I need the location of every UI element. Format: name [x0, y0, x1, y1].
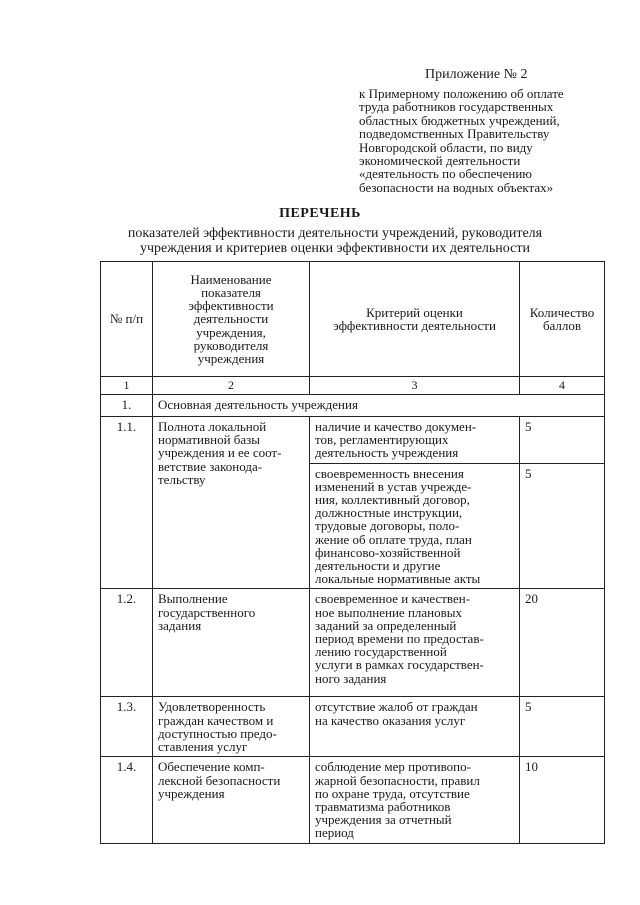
table-row [101, 757, 605, 843]
row-num: 1.1. [101, 417, 153, 589]
indicator-line: доступностью предо- [158, 725, 277, 741]
criterion-line: учреждения за отчетный [315, 812, 452, 828]
criterion-line: финансово-хозяйственной [315, 544, 461, 560]
column-number: 1 [101, 377, 153, 395]
indicator-line: учреждения [158, 785, 225, 801]
indicator-line: нормативной базы [158, 432, 261, 448]
header-name-line: Наименование [190, 271, 272, 287]
row-criterion [310, 757, 520, 843]
annex-line: областных бюджетных учреждений, [359, 112, 560, 128]
criterion-line: трудовые договоры, поло- [315, 518, 460, 534]
indicator-line: ветствие законода- [158, 458, 263, 474]
row-criterion [310, 589, 520, 697]
header-name-line: учреждения [197, 351, 265, 366]
row-num: 1.4. [101, 757, 153, 843]
criterion-line: период времени по предостав- [315, 631, 484, 647]
criterion-line: лению государственной [315, 644, 447, 660]
indicator-line: Удовлетворенность [158, 699, 266, 715]
table-row [101, 697, 605, 757]
indicator-line: Выполнение [158, 591, 228, 607]
indicator-line: тельству [158, 471, 206, 487]
criterion-line: изменений в устав учрежде- [315, 478, 472, 494]
header-name-line: учреждения, [196, 324, 266, 340]
criterion-line: отсутствие жалоб от граждан [315, 699, 478, 715]
criterion-line: ния, коллективный договор, [315, 492, 470, 508]
criterion-line: должностные инструкции, [315, 505, 463, 521]
indicator-line: ставления услуг [158, 739, 248, 755]
criterion-line: тов, регламентирующих [315, 432, 449, 448]
annex-line: к Примерному положению об оплате [359, 86, 564, 101]
header-criterion-line: эффективности деятельности [333, 318, 496, 333]
subtitle-line: показателей эффективности деятельности учреждений, руководителя [127, 226, 543, 241]
row-indicator [153, 757, 310, 843]
row-indicator [153, 697, 310, 757]
header-name [153, 262, 310, 377]
header-name-line: показателя [201, 284, 261, 300]
header-criterion [310, 262, 520, 377]
row-criterion [310, 697, 520, 757]
criterion-line: локальные нормативные акты [315, 571, 481, 587]
indicator-line: государственного [158, 604, 256, 620]
criterion-line: заданий за определенный [315, 617, 457, 633]
annex-line: экономической деятельности [359, 153, 521, 169]
table-row [101, 417, 605, 464]
header-points-line: Количество [529, 304, 595, 320]
indicator-line: Полнота локальной [158, 419, 267, 434]
row-points: 20 [520, 589, 605, 697]
criterion-line: своевременность внесения [315, 465, 464, 481]
row-indicator [153, 589, 310, 697]
annex-line: Новгородской области, по виду [359, 139, 533, 155]
header-points-line: баллов [542, 318, 582, 333]
row-num: 1.2. [101, 589, 153, 697]
annex-line: подведомственных Правительству [359, 126, 550, 142]
row-points: 5 [520, 697, 605, 757]
criterion-line: ного задания [315, 670, 387, 686]
header-name-line: руководителя [193, 337, 269, 353]
criterion-line: по охране труда, отсутствие [315, 785, 470, 801]
criterion-line: наличие и качество докумен- [315, 419, 477, 434]
annex-line: «деятельность по обеспечению [359, 166, 532, 182]
document-title: ПЕРЕЧЕНЬ [279, 206, 361, 221]
criterion-line: соблюдение мер противопо- [315, 759, 471, 775]
row-indicator [153, 417, 310, 589]
criterion-line: услуги в рамках государствен- [315, 657, 484, 673]
header-name-line: деятельности [193, 311, 269, 327]
row-criterion [310, 463, 520, 589]
column-number: 3 [310, 377, 520, 395]
criterion-line: травматизма работников [315, 799, 451, 815]
criterion-line: период [315, 825, 354, 841]
row-points: 5 [520, 463, 605, 589]
row-points: 10 [520, 757, 605, 843]
indicator-line: граждан качеством и [158, 712, 274, 728]
indicator-line: лексной безопасности [158, 772, 281, 788]
annex-line: безопасности на водных объектах» [359, 179, 554, 195]
indicator-line: задания [158, 617, 202, 633]
column-number: 4 [520, 377, 605, 395]
criterion-line: на качество оказания услуг [315, 712, 466, 728]
indicator-line: Обеспечение комп- [158, 759, 265, 775]
section-num: 1. [101, 395, 153, 417]
criterion-line: деятельность учреждения [315, 445, 459, 461]
criterion-line: ное выполнение плановых [315, 604, 462, 620]
criterion-line: своевременное и качествен- [315, 591, 471, 607]
row-points: 5 [520, 417, 605, 464]
subtitle-line: учреждения и критериев оценки эффективности их деятельности [140, 241, 530, 256]
row-criterion [310, 417, 520, 464]
section-title: Основная деятельность учреждения [153, 395, 605, 417]
header-points [520, 262, 605, 377]
annex-line: труда работников государственных [359, 99, 554, 115]
document-subtitle [95, 226, 575, 256]
criterion-line: деятельности и другие [315, 558, 441, 574]
section-row [101, 395, 605, 417]
column-number: 2 [153, 377, 310, 395]
column-number-row [101, 377, 605, 395]
criterion-line: жение об оплате труда, план [315, 531, 472, 547]
annex-description [359, 87, 599, 194]
table-header-row [101, 262, 605, 377]
header-name-line: эффективности [188, 298, 274, 314]
indicator-line: учреждения и ее соот- [158, 445, 282, 461]
criterion-line: жарной безопасности, правил [315, 772, 480, 788]
header-num: № п/п [101, 262, 153, 377]
header-criterion-line: Критерий оценки [366, 304, 463, 320]
annex-title: Приложение № 2 [425, 67, 528, 82]
row-num: 1.3. [101, 697, 153, 757]
table-row [101, 589, 605, 697]
indicators-table [100, 261, 605, 844]
